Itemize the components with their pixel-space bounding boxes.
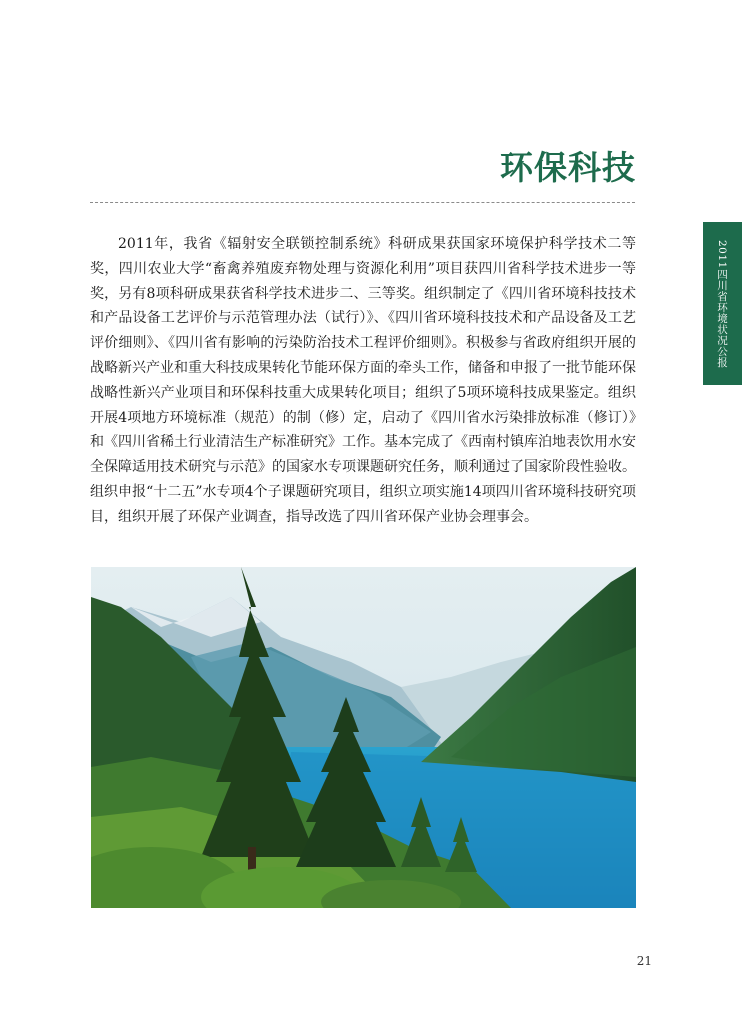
body-paragraph: 2011年，我省《辐射安全联锁控制系统》科研成果获国家环境保护科学技术二等奖，四川农业大学“畜禽养殖废弃物处理与资源化利用”项目获四川省科学技术进步一等奖，另有8项科研成果获省科学技术进步二、三等奖。组织制定了《四川省环境科技技术和产品设备工艺评价与示范管理办法（试行）》、《四川省环境科技技术和产品设备及工艺评价细则》、《四川省有影响的污染防治技术工程评价细则》。积极参与省政府组织开展的战略新兴产业和重大科技成果转化节能环保方面的牵头工作，储备和申报了一批节能环保战略性新兴产业项目和环保科技重大成果转化项目；组织了5项环境科技成果鉴定。组织开展4项地方环境标准（规范）的制（修）定，启动了《四川省水污染排放标准（修订）》和《四川省稀土行业清洁生产标准研究》工作。基本完成了《西南村镇库泊地表饮用水安全保障适用技术研究与示范》的国家水专项课题研究任务，顺利通过了国家阶段性验收。组织申报“十二五”水专项4个子课题研究项目，组织立项实施14项四川省环境科技研究项目，组织开展了环保产业调查，指导改选了四川省环保产业协会理事会。 [90, 236, 636, 525]
title-divider [90, 202, 635, 203]
section-title: 环保科技 [500, 148, 636, 187]
side-tab-label: 2011四川省环境状况公报 [716, 239, 728, 368]
side-tab [703, 222, 742, 385]
page-number: 21 [636, 954, 652, 968]
lake-landscape-photo [91, 567, 636, 908]
